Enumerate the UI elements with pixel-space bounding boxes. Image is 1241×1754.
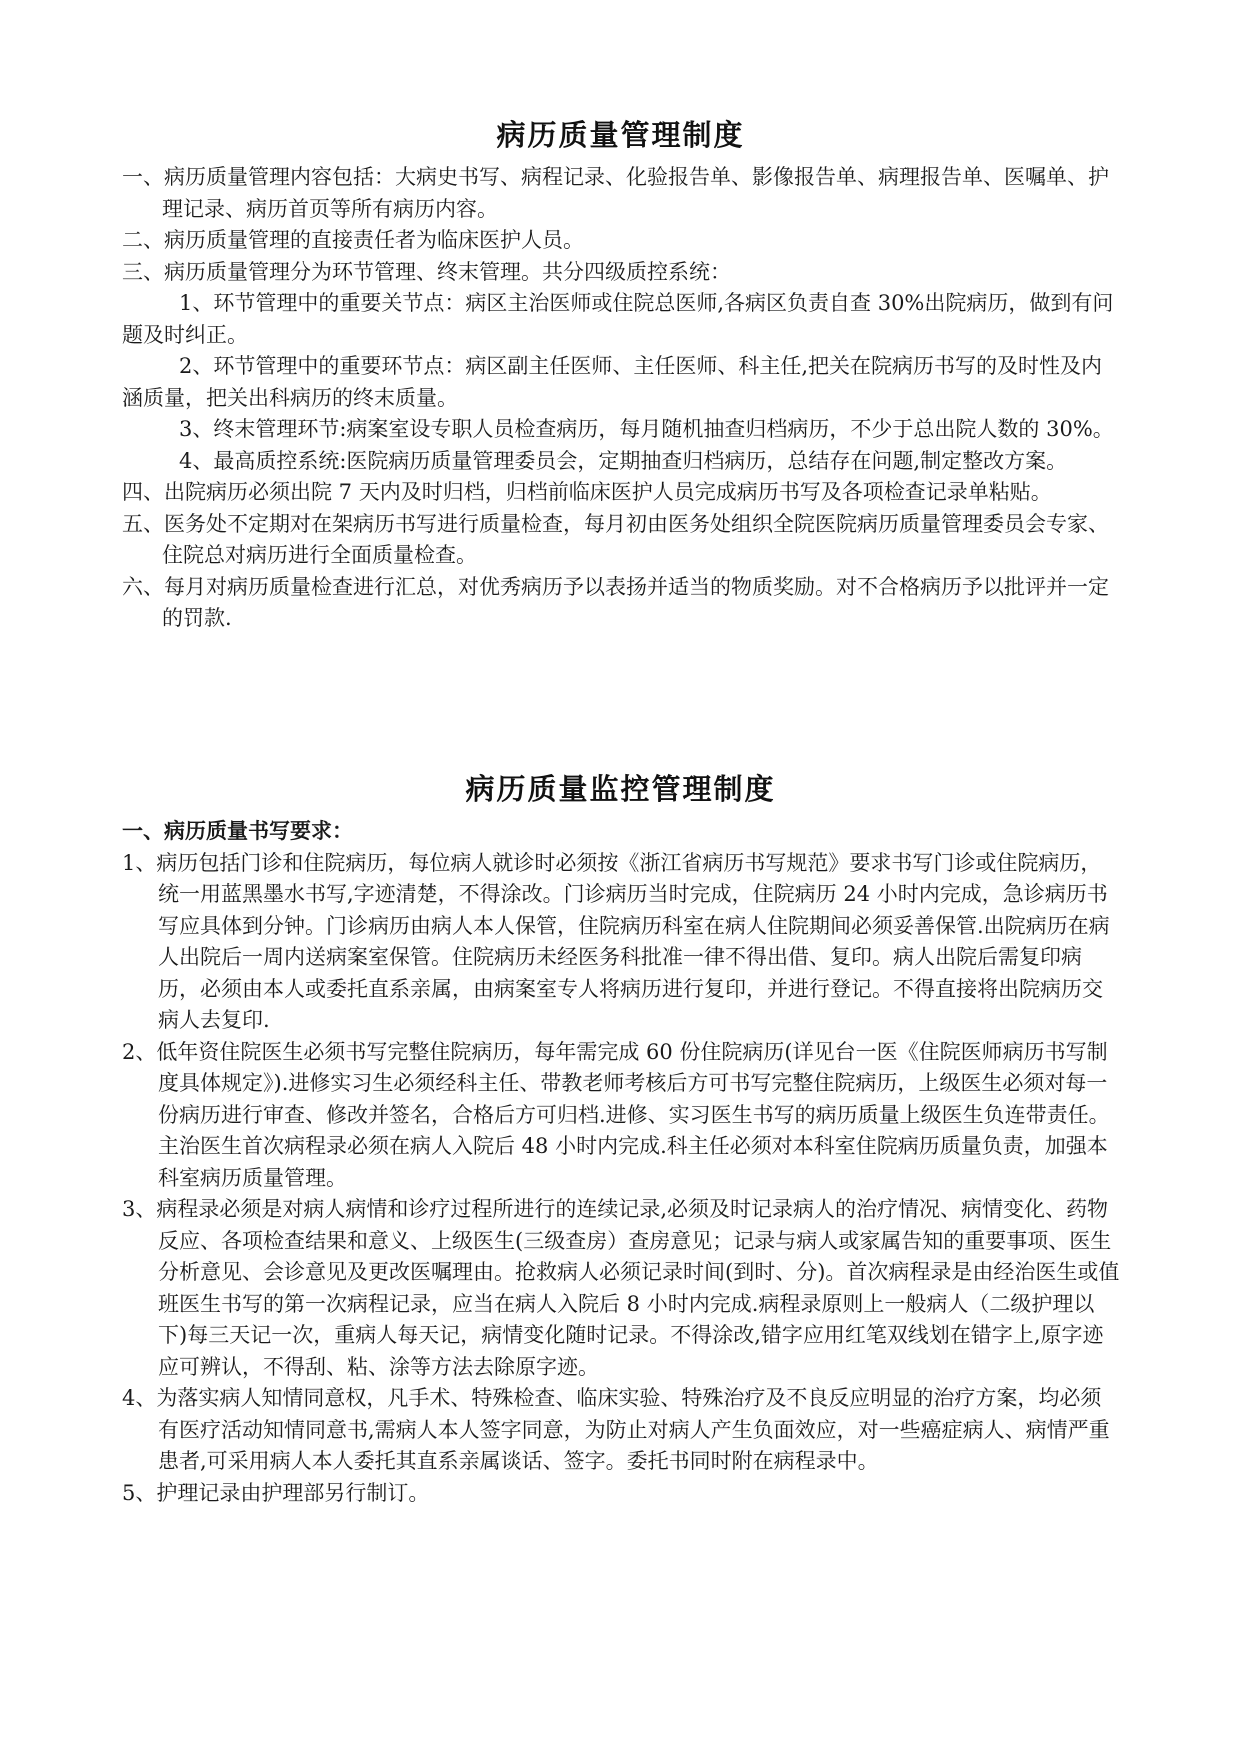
list-item: 五、医务处不定期对在架病历书写进行质量检查，每月初由医务处组织全院医院病历质量管理委员会专家、住院总对病历进行全面质量检查。	[122, 511, 1109, 567]
sub-list-item: 3、终末管理环节:病案室设专职人员检查病历，每月随机抽查归档病历，不少于总出院人数的 30%。	[179, 417, 1114, 441]
list-item: 二、病历质量管理的直接责任者为临床医护人员。	[122, 228, 584, 252]
page-title: 病历质量管理制度	[496, 118, 745, 152]
section-heading: 一、病历质量书写要求：	[122, 819, 353, 843]
list-item: 一、病历质量管理内容包括：大病史书写、病程记录、化验报告单、影像报告单、病理报告单、医嘱单、护理记录、病历首页等所有病历内容。	[122, 165, 1109, 221]
list-item: 4、为落实病人知情同意权，凡手术、特殊检查、临床实验、特殊治疗及不良反应明显的治疗方案，均必须有医疗活动知情同意书,需病人本人签字同意，为防止对病人产生负面效应，对一些癌症病人、病情严重患者,可采用病人本人委托其直系亲属谈话、签字。委托书同时附在病程录中。	[122, 1386, 1110, 1473]
list-item: 三、病历质量管理分为环节管理、终末管理。共分四级质控系统：	[122, 259, 731, 284]
list-item: 六、每月对病历质量检查进行汇总，对优秀病历予以表扬并适当的物质奖励。对不合格病历予以批评并一定的罚款.	[122, 574, 1109, 630]
sub-list-item: 1、环节管理中的重要关节点：病区主治医师或住院总医师,各病区负责自查 30%出院病历，做到有问题及时纠正。	[122, 291, 1114, 347]
list-item: 5、护理记录由护理部另行制订。	[122, 1480, 430, 1505]
section-quality-monitoring	[122, 816, 1122, 1509]
list-item: 3、病程录必须是对病人病情和诊疗过程所进行的连续记录,必须及时记录病人的治疗情况、病情变化、药物反应、各项检查结果和意义、上级医生(三级查房）查房意见；记录与病人或家属告知的重要事项、医生分析意见、会诊意见及更改医嘱理由。抢救病人必须记录时间(到时、分)。首次病程录是由经治医生或值班医生书写的第一次病程记录，应当在病人入院后 8 小时内完成.病程录原则上一般病人（二级护理以下)每三天记一次，重病人每天记，病情变化随时记录。不得涂改,错字应用红笔双线划在错字上,原字迹应可辨认，不得刮、粘、涂等方法去除原字迹。	[122, 1197, 1120, 1379]
list-item: 四、出院病历必须出院 7 天内及时归档，归档前临床医护人员完成病历书写及各项检查记录单粘贴。	[122, 480, 1052, 504]
list-item: 2、低年资住院医生必须书写完整住院病历，每年需完成 60 份住院病历(详见台一医《住院医师病历书写制度具体规定》).进修实习生必须经科主任、带教老师考核后方可书写完整住院病历，上级医生必须对每一份病历进行审查、修改并签名，合格后方可归档.进修、实习医生书写的病历质量上级医生负连带责任。主治医生首次病程录必须在病人入院后 48 小时内完成.科主任必须对本科室住院病历质量负责，加强本科室病历质量管理。	[122, 1039, 1110, 1190]
section-quality-management	[122, 162, 1122, 635]
sub-list-item: 4、最高质控系统:医院病历质量管理委员会，定期抽查归档病历，总结存在问题,制定整改方案。	[179, 448, 1068, 473]
sub-list-item: 2、环节管理中的重要环节点：病区副主任医师、主任医师、科主任,把关在院病历书写的及时性及内涵质量，把关出科病历的终末质量。	[122, 354, 1103, 410]
section-title: 病历质量监控管理制度	[465, 772, 776, 806]
list-item: 1、病历包括门诊和住院病历，每位病人就诊时必须按《浙江省病历书写规范》要求书写门诊或住院病历，统一用蓝黑墨水书写,字迹清楚，不得涂改。门诊病历当时完成，住院病历 24 小时内完成，急诊病历书写应具体到分钟。门诊病历由病人本人保管，住院病历科室在病人住院期间必须妥善保管.出院病历在病人出院后一周内送病案室保管。住院病历未经医务科批准一律不得出借、复印。病人出院后需复印病历，必须由本人或委托直系亲属，由病案室专人将病历进行复印，并进行登记。不得直接将出院病历交病人去复印.	[122, 850, 1110, 1032]
